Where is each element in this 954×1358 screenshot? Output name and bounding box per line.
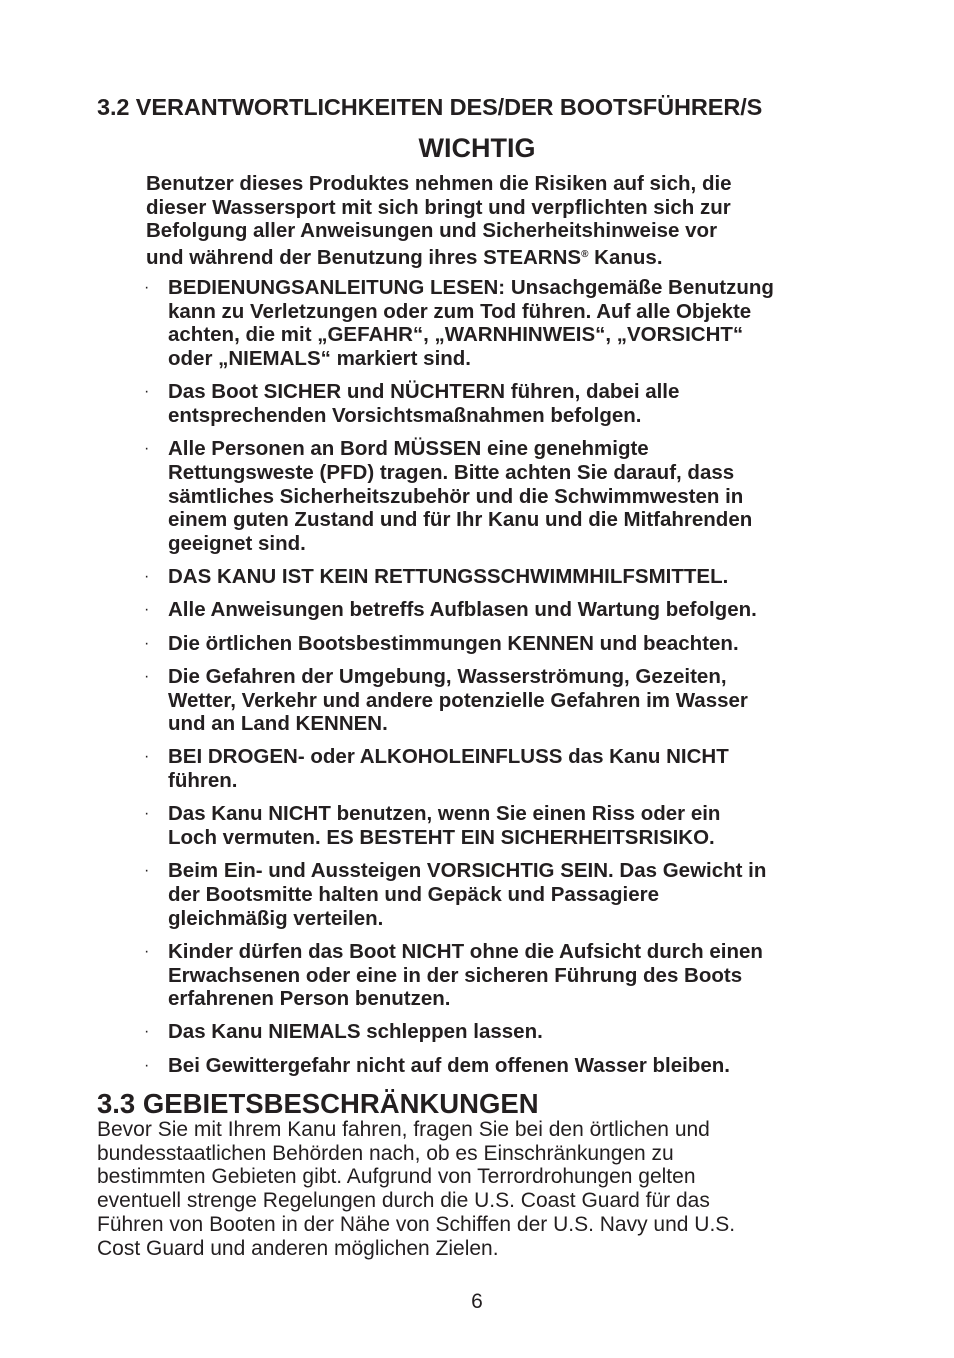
area-restrictions-paragraph xyxy=(97,1118,857,1260)
bullet-dot: · xyxy=(144,279,150,296)
safety-bullet-item xyxy=(144,859,868,930)
intro-line: Befolgung aller Anweisungen und Sicherheitshinweise vor xyxy=(146,219,718,243)
bullet-dot: · xyxy=(144,1056,150,1074)
bullet-line: Bei Gewittergefahr nicht auf dem offenen Wasser bleiben. xyxy=(168,1053,730,1077)
area-text-line: Führen von Booten in der Nähe von Schiffen der U.S. Navy und U.S. xyxy=(97,1212,736,1236)
bullet-line: Das Kanu NICHT benutzen, wenn Sie einen Riss oder ein xyxy=(168,802,721,826)
safety-bullet-item xyxy=(144,598,868,622)
safety-bullet-item xyxy=(144,939,868,1011)
bullet-dot: · xyxy=(144,805,150,823)
section-heading-responsibilities: 3.2 VERANTWORTLICHKEITEN DES/DER BOOTSFÜHRER/S xyxy=(97,94,763,120)
bullet-dot: · xyxy=(144,383,150,401)
bullet-line: Alle Anweisungen betreffs Aufblasen und Wartung befolgen. xyxy=(168,598,757,622)
bullet-line: erfahrenen Person benutzen. xyxy=(168,987,451,1011)
bullet-line: Erwachsenen oder eine in der sicheren Führung des Boots xyxy=(168,963,743,987)
bullet-line: BEI DROGEN- oder ALKOHOLEINFLUSS das Kanu NICHT xyxy=(168,745,729,769)
bullet-line: einem guten Zustand und für Ihr Kanu und die Mitfahrenden xyxy=(168,508,753,532)
page-number: 6 xyxy=(471,1290,483,1313)
intro-line-text: Kanus. xyxy=(588,246,663,270)
safety-bullet-item xyxy=(144,745,868,793)
bullet-line: führen. xyxy=(168,769,238,793)
area-text-line: Bevor Sie mit Ihrem Kanu fahren, fragen Sie bei den örtlichen und xyxy=(97,1118,710,1141)
bullet-line: der Bootsmitte halten und Gepäck und Passagiere xyxy=(168,882,659,906)
bullet-line: Wetter, Verkehr und andere potenzielle Gefahren im Wasser xyxy=(168,688,748,712)
bullet-line: sämtliches Sicherheitszubehör und die Schwimmwesten in xyxy=(168,484,744,508)
bullet-line: und an Land KENNEN. xyxy=(168,712,388,736)
bullet-line: Kinder dürfen das Boot NICHT ohne die Aufsicht durch einen xyxy=(168,939,763,963)
bullet-line: geeignet sind. xyxy=(168,532,306,556)
safety-bullet-item xyxy=(144,437,868,556)
safety-bullet-item xyxy=(144,1020,868,1044)
bullet-dot: · xyxy=(144,862,150,880)
bullet-line: gleichmäßig verteilen. xyxy=(168,906,384,930)
bullet-line: BEDIENUNGSANLEITUNG LESEN: Unsachgemäße Benutzung xyxy=(168,276,774,299)
area-text-line: bundesstaatlichen Behörden nach, ob es Einschränkungen zu xyxy=(97,1141,674,1165)
bullet-line: kann zu Verletzungen oder zum Tod führen. Auf alle Objekte xyxy=(168,299,752,323)
bullet-dot: · xyxy=(144,942,150,960)
safety-bullet-item xyxy=(144,565,868,589)
intro-line: Benutzer dieses Produktes nehmen die Risiken auf sich, die xyxy=(146,172,732,195)
area-text-line: bestimmten Gebieten gibt. Aufgrund von Terrordrohungen gelten xyxy=(97,1165,696,1189)
safety-bullet-item xyxy=(144,802,868,850)
registered-mark: ® xyxy=(581,249,589,261)
safety-bullet-item xyxy=(144,664,868,736)
safety-bullet-item xyxy=(144,1053,868,1078)
bullet-dot: · xyxy=(144,440,150,458)
bullet-dot: · xyxy=(144,601,150,619)
bullet-dot: · xyxy=(144,667,150,685)
intro-line: dieser Wassersport mit sich bringt und verpflichten sich zur xyxy=(146,195,731,219)
bullet-line: Alle Personen an Bord MÜSSEN eine genehmigte xyxy=(168,437,649,461)
bullet-line: entsprechenden Vorsichtsmaßnahmen befolgen. xyxy=(168,404,642,428)
bullet-line: Das Boot SICHER und NÜCHTERN führen, dabei alle xyxy=(168,380,680,404)
bullet-line: Beim Ein- und Aussteigen VORSICHTIG SEIN. Das Gewicht in xyxy=(168,859,767,883)
section-heading-area-restrictions: 3.3 GEBIETSBESCHRÄNKUNGEN xyxy=(97,1088,539,1119)
bullet-line: Rettungsweste (PFD) tragen. Bitte achten Sie darauf, dass xyxy=(168,460,735,484)
bullet-line: Das Kanu NIEMALS schleppen lassen. xyxy=(168,1020,543,1044)
bullet-line: DAS KANU IST KEIN RETTUNGSSCHWIMMHILFSMITTEL. xyxy=(168,565,729,589)
safety-bullet-item xyxy=(144,631,868,656)
bullet-line: oder „NIEMALS“ markiert sind. xyxy=(168,347,472,371)
bullet-line: Loch vermuten. ES BESTEHT EIN SICHERHEITSRISIKO. xyxy=(168,826,715,850)
bullet-line: Die Gefahren der Umgebung, Wasserströmung, Gezeiten, xyxy=(168,664,727,688)
bullet-dot: · xyxy=(144,568,150,586)
safety-bullet-item xyxy=(144,380,868,428)
bullet-dot: · xyxy=(144,634,150,652)
intro-line-text: und während der Benutzung ihres STEARNS xyxy=(146,246,582,270)
bullet-line: Die örtlichen Bootsbestimmungen KENNEN und beachten. xyxy=(168,631,739,655)
intro-paragraph xyxy=(146,172,866,270)
area-text-line: Cost Guard und anderen möglichen Zielen. xyxy=(97,1236,499,1260)
bullet-dot: · xyxy=(144,748,150,766)
bullet-dot: · xyxy=(144,1023,150,1041)
safety-bullet-item xyxy=(144,276,868,371)
bullet-line: achten, die mit „GEFAHR“, „WARNHINWEIS“, „VORSICHT“ xyxy=(168,323,744,347)
area-text-line: eventuell strenge Regelungen durch die U.S. Coast Guard für das xyxy=(97,1189,710,1213)
safety-bullet-list xyxy=(144,276,868,1087)
important-heading: WICHTIG xyxy=(418,133,536,163)
intro-line xyxy=(146,243,866,270)
